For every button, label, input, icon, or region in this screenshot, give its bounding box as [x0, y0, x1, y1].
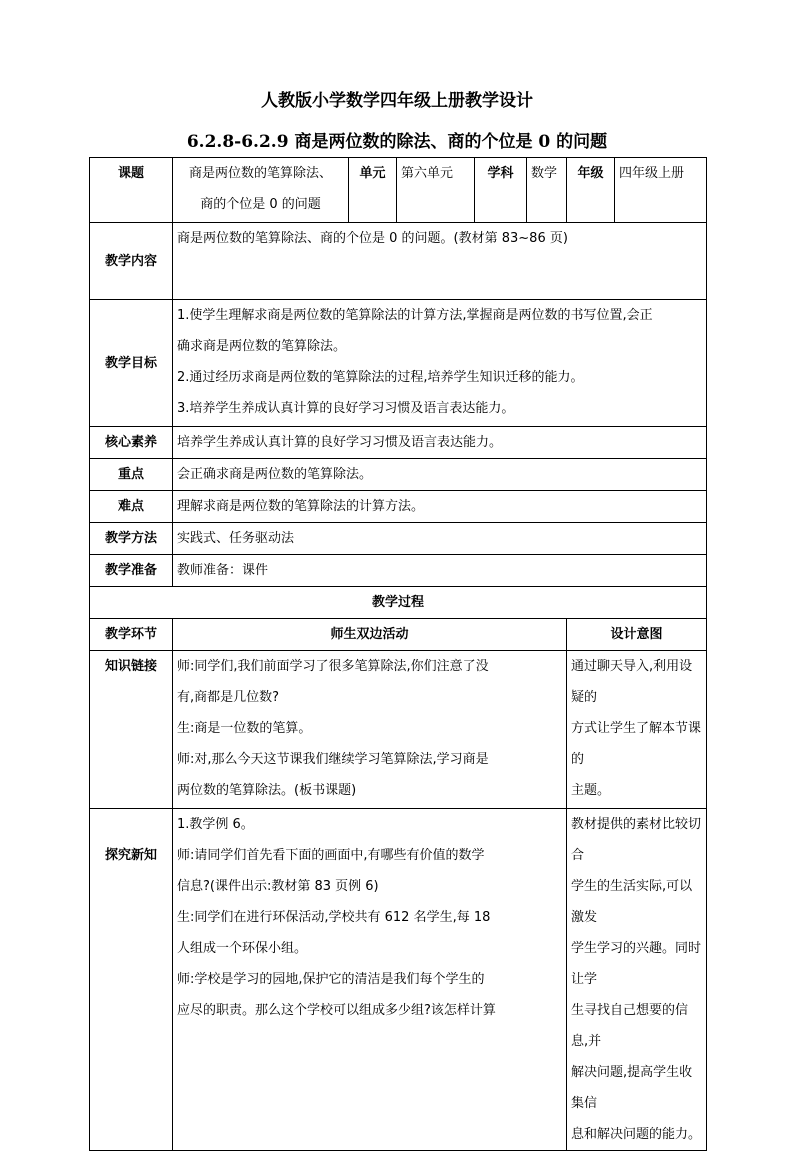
activity-line: 生:同学们在进行环保活动,学校共有 612 名学生,每 18	[177, 910, 491, 925]
intent-cell	[567, 651, 707, 809]
goal-line: 确求商是两位数的笔算除法。	[177, 339, 347, 354]
intent-line: 通过聊天导入,利用设疑的	[571, 659, 693, 705]
activity-line: 1.教学例 6。	[177, 817, 254, 832]
col-stage: 教学环节	[90, 619, 173, 651]
content-row	[90, 223, 707, 300]
activity-line: 师:学校是学习的园地,保护它的清洁是我们每个学生的	[177, 972, 485, 987]
goal-line: 3.培养学生养成认真计算的良好学习习惯及语言表达能力。	[177, 401, 515, 416]
unit-label: 单元	[349, 158, 397, 223]
content-text: 商是两位数的笔算除法、商的个位是 0 的问题。(教材第 83~86 页)	[173, 223, 707, 300]
intent-line: 学生学习的兴趣。同时让学	[571, 941, 702, 987]
literacy-row	[90, 427, 707, 459]
intent-line: 学生的生活实际,可以激发	[571, 879, 693, 925]
intent-line: 解决问题,提高学生收集信	[571, 1065, 693, 1111]
prep-text: 教师准备：课件	[173, 555, 707, 587]
difficulty-label: 难点	[90, 491, 173, 523]
stage-label: 探究新知	[90, 809, 173, 1151]
topic-line: 商是两位数的笔算除法、	[188, 166, 332, 181]
activity-cell	[173, 651, 567, 809]
activity-line: 信息?(课件出示:教材第 83 页例 6)	[177, 879, 379, 894]
grade-label: 年级	[567, 158, 615, 223]
activity-line: 师:同学们,我们前面学习了很多笔算除法,你们注意了没	[177, 659, 489, 674]
activity-cell	[173, 809, 567, 1151]
activity-line: 师:对,那么今天这节课我们继续学习笔算除法,学习商是	[177, 752, 489, 767]
activity-line: 生:商是一位数的笔算。	[177, 721, 312, 736]
col-activity: 师生双边活动	[173, 619, 567, 651]
topic-label: 课题	[90, 158, 173, 223]
unit-value: 第六单元	[397, 158, 475, 223]
method-row	[90, 523, 707, 555]
goals-row	[90, 300, 707, 427]
document-title: 人教版小学数学四年级上册教学设计	[261, 91, 533, 111]
col-intent: 设计意图	[567, 619, 707, 651]
topic-line: 商的个位是 0 的问题	[200, 197, 321, 212]
intent-line: 主题。	[571, 783, 611, 798]
activity-line: 师:请同学们首先看下面的画面中,有哪些有价值的数学	[177, 848, 485, 863]
stage-label: 知识链接	[90, 651, 173, 809]
activity-line: 应尽的职责。那么这个学校可以组成多少组?该怎样计算	[177, 1003, 496, 1018]
subject-label: 学科	[475, 158, 527, 223]
intent-cell	[567, 809, 707, 1151]
keypoint-text: 会正确求商是两位数的笔算除法。	[173, 459, 707, 491]
method-text: 实践式、任务驱动法	[173, 523, 707, 555]
subject-value: 数学	[527, 158, 567, 223]
goal-line: 1.使学生理解求商是两位数的笔算除法的计算方法,掌握商是两位数的书写位置,会正	[177, 308, 653, 323]
activity-line: 两位数的笔算除法。(板书课题)	[177, 783, 357, 798]
method-label: 教学方法	[90, 523, 173, 555]
activity-line: 有,商都是几位数?	[177, 690, 280, 705]
process-columns-row	[90, 619, 707, 651]
literacy-text: 培养学生养成认真计算的良好学习习惯及语言表达能力。	[173, 427, 707, 459]
intent-line: 方式让学生了解本节课的	[571, 721, 702, 767]
process-heading-row	[90, 587, 707, 619]
process-heading: 教学过程	[90, 587, 707, 619]
section-explore-new	[90, 809, 707, 1151]
content-label: 教学内容	[90, 223, 173, 300]
difficulty-text: 理解求商是两位数的笔算除法的计算方法。	[173, 491, 707, 523]
topic-value	[173, 158, 349, 223]
difficulty-row	[90, 491, 707, 523]
intent-line: 教材提供的素材比较切合	[571, 817, 702, 863]
prep-label: 教学准备	[90, 555, 173, 587]
goals-text	[173, 300, 707, 427]
lesson-plan-table	[89, 157, 707, 1151]
intent-line: 息和解决问题的能力。	[571, 1127, 702, 1142]
keypoint-label: 重点	[90, 459, 173, 491]
activity-line: 人组成一个环保小组。	[177, 941, 308, 956]
document-subtitle: 6.2.8-6.2.9 商是两位数的除法、商的个位是 0 的问题	[186, 132, 608, 152]
section-knowledge-link	[90, 651, 707, 809]
keypoint-row	[90, 459, 707, 491]
literacy-label: 核心素养	[90, 427, 173, 459]
goal-line: 2.通过经历求商是两位数的笔算除法的过程,培养学生知识迁移的能力。	[177, 370, 584, 385]
prep-row	[90, 555, 707, 587]
intent-line: 生寻找自己想要的信息,并	[571, 1003, 689, 1049]
grade-value: 四年级上册	[615, 158, 707, 223]
goals-label: 教学目标	[90, 300, 173, 427]
header-row	[90, 158, 707, 223]
